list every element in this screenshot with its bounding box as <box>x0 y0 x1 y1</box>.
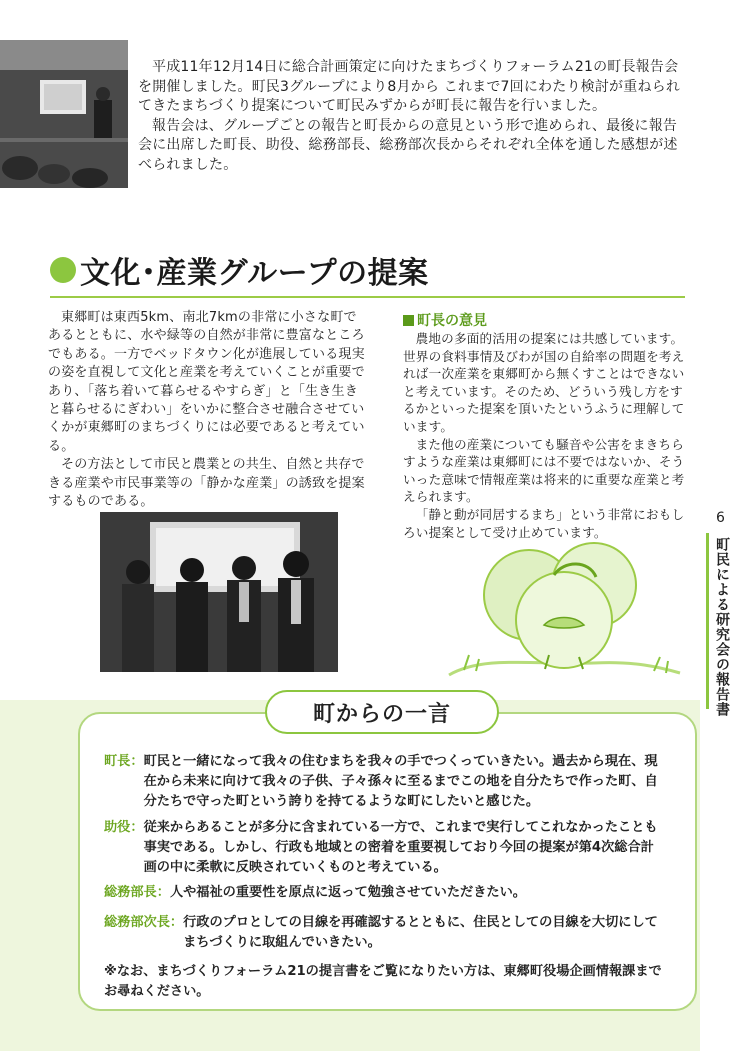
intro-paragraph: 平成11年12月14日に総合計画策定に向けたまちづくりフォーラム21の町長報告会を開催しました。町民3グループにより8月から これまで7回にわたり検討が重ねられてきたまちづくり提案について町民みずからが町長に報告を行いました。 <box>138 59 681 114</box>
intro-paragraph: 報告会は、グループごとの報告と町長からの意見という形で進められ、最後に報告会に出席した町長、助役、総務部長、総務部次長からそれぞれ全体を通した感想が述べられました。 <box>138 117 678 173</box>
comment-text: 従来からあることが多分に含まれている一方で、これまで実行してこれなかったことも事実である。しかし、行政も地域との密着を重要視しており今回の提案が第4次総合計画の中に柔軟に反映されていくものと考えている。 <box>143 820 658 875</box>
comment-role: 助役： <box>104 820 144 835</box>
page-number: 6 <box>716 510 725 526</box>
comment-item <box>104 752 664 812</box>
mayor-opinion-text <box>403 330 689 541</box>
section-heading <box>50 248 690 292</box>
mayor-paragraph: 農地の多面的活用の提案には共感しています。世界の食料事情及びわが国の自給率の問題を考えれば一次産業を東郷町から無くすことはできないと考えています。そのため、どういう残し方をするかといった提案を頂いたというふうに理解しています。 <box>403 331 685 434</box>
section-title: 文化･産業グループの提案 <box>80 256 429 291</box>
comment-text: 町民と一緒になって我々の住むまちを我々の手でつくっていきたい。過去から現在、現在から未来に向けて我々の子供、子々孫々に至るまでこの地を自分たちで作った町、自分たちで守った町という誇りを持てるような町にしたいと感じた。 <box>143 754 658 809</box>
comment-role: 町長： <box>104 754 144 769</box>
comment-role: 総務部次長： <box>104 915 184 930</box>
intro-text <box>138 58 686 175</box>
comment-item <box>104 883 664 903</box>
mayor-opinion-title: 町長の意見 <box>417 313 487 329</box>
comment-item <box>104 913 664 953</box>
chapter-label: 町民による研究会の報告書 <box>714 537 730 717</box>
comment-text: 人や福祉の重要性を原点に返って勉強させていただきたい。 <box>169 885 526 900</box>
side-tab-bar <box>706 533 709 709</box>
proposal-paragraph: 東郷町は東西5km、南北7kmの非常に小さな町であるとともに、水や緑等の自然が非常に豊富なところでもある。一方でベッドタウン化が進展している現実の姿を直視して文化と産業を考えていくことが重要であり、「落ち着いて暮らせるやすらぎ」と「生き生きと暮らせるにぎわい」をいかに整合させ融合させていくかが東郷町のまちづくりには必要であると考えている。 <box>48 310 365 454</box>
mayor-paragraph: 「静と動が同居するまち」という非常におもしろい提案として受け止めています。 <box>403 506 685 540</box>
comment-text: 行政のプロとしての目線を再確認するとともに、住民としての目線を大切にしてまちづくりに取組んでいきたい。 <box>183 915 658 950</box>
proposal-text <box>48 309 366 511</box>
comments-title: 町からの一言 <box>312 700 451 727</box>
bullet-icon <box>50 257 76 283</box>
comment-item <box>104 818 664 878</box>
meeting-photo <box>0 40 128 188</box>
square-bullet-icon <box>403 315 414 326</box>
mayor-paragraph: また他の産業についても騒音や公害をまきちらすような産業は東郷町には不要ではないか、そういった意味で情報産業は将来的に重要な産業と考えられます。 <box>403 436 685 505</box>
contact-note: ※なお、まちづくりフォーラム21の提言書をご覧になりたい方は、東郷町役場企画情報課までお尋ねください。 <box>104 964 662 999</box>
vegetable-illustration <box>444 525 684 685</box>
proposal-paragraph: その方法として市民と農業との共生、自然と共存できる産業や市民事業等の「静かな産業」の誘致を提案するものである。 <box>48 457 365 510</box>
mayor-opinion-heading <box>403 310 487 330</box>
comment-role: 総務部長： <box>104 885 170 900</box>
group-photo <box>100 512 338 672</box>
section-divider <box>50 296 685 298</box>
comments-title-badge <box>265 690 499 734</box>
